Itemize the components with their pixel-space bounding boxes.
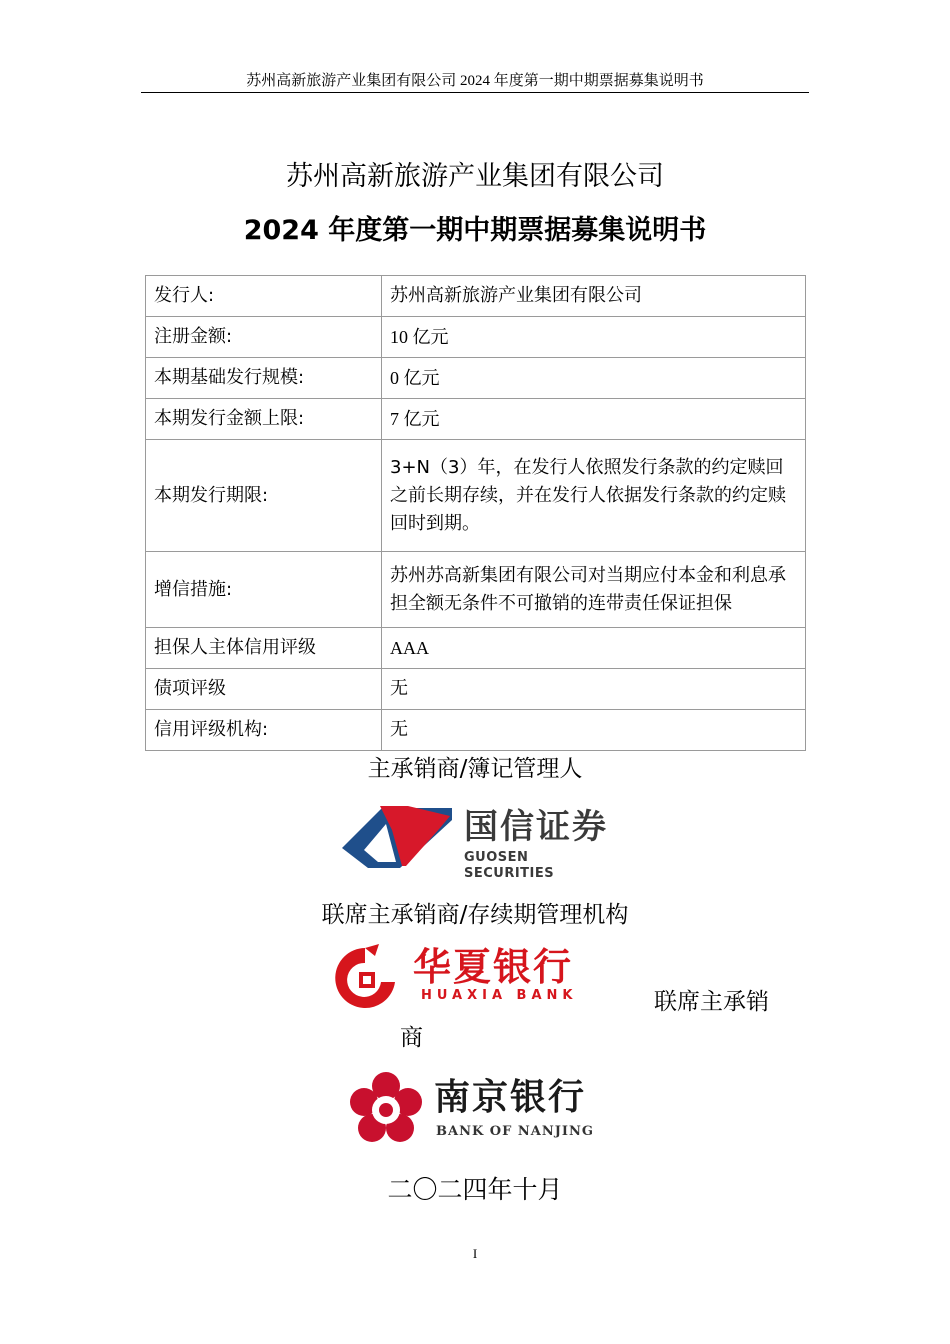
huaxia-logo-en: HUAXIA BANK (421, 988, 578, 1003)
joint-underwriter-role: 联席主承销 (654, 989, 769, 1015)
huaxia-bank-logo (325, 942, 620, 1012)
nanjing-logo-en: BANK OF NANJING (436, 1124, 594, 1139)
guosen-logo-cn: 国信证券 (464, 807, 608, 847)
row-label: 本期发行金额上限: (146, 399, 382, 440)
row-value: 无 (382, 669, 806, 710)
row-label: 发行人: (146, 276, 382, 317)
guosen-logo-en: GUOSEN SECURITIES (464, 850, 555, 881)
huaxia-emblem-icon (325, 942, 405, 1012)
row-label: 注册金额: (146, 317, 382, 358)
guosen-securities-logo (340, 802, 620, 881)
row-value: 7 亿元 (382, 399, 806, 440)
bank-of-nanjing-logo (348, 1070, 606, 1146)
table-row (146, 276, 806, 317)
table-row (146, 440, 806, 552)
row-label: 信用评级机构: (146, 710, 382, 751)
table-row (146, 552, 806, 628)
table-row (146, 628, 806, 669)
doc-title-instrument: 2024 年度第一期中期票据募集说明书 (243, 215, 707, 246)
joint-lead-underwriter-role: 联席主承销商/存续期管理机构 (321, 902, 629, 928)
row-value: AAA (382, 628, 806, 669)
row-value: 苏州高新旅游产业集团有限公司 (382, 276, 806, 317)
nanjing-plum-blossom-icon (348, 1070, 424, 1146)
running-header: 苏州高新旅游产业集团有限公司 2024 年度第一期中期票据募集说明书 (246, 73, 704, 89)
row-value: 10 亿元 (382, 317, 806, 358)
row-label: 债项评级 (146, 669, 382, 710)
row-value: 苏州苏高新集团有限公司对当期应付本金和利息承担全额无条件不可撤销的连带责任保证担保 (382, 552, 806, 628)
table-row (146, 669, 806, 710)
huaxia-logo-cn: 华夏银行 (413, 945, 574, 989)
row-value: 无 (382, 710, 806, 751)
nanjing-logo-cn: 南京银行 (434, 1076, 587, 1118)
row-value: 3+N（3）年，在发行人依照发行条款的约定赎回之前长期存续，并在发行人依据发行条款的约定赎回时到期。 (382, 440, 806, 552)
issuance-info-table (145, 275, 806, 751)
row-label: 增信措施: (146, 552, 382, 628)
table-row (146, 358, 806, 399)
issue-date: 二〇二四年十月 (387, 1175, 563, 1204)
doc-title-issuer: 苏州高新旅游产业集团有限公司 (286, 161, 664, 192)
header-rule (141, 92, 809, 93)
table-row (146, 710, 806, 751)
joint-underwriter-role-continued: 商 (400, 1025, 423, 1051)
row-value: 0 亿元 (382, 358, 806, 399)
table-row (146, 399, 806, 440)
row-label: 本期发行期限: (146, 440, 382, 552)
page-number: I (472, 1246, 478, 1261)
row-label: 担保人主体信用评级 (146, 628, 382, 669)
lead-underwriter-role: 主承销商/簿记管理人 (367, 756, 583, 782)
row-label: 本期基础发行规模: (146, 358, 382, 399)
table-row (146, 317, 806, 358)
guosen-emblem-icon (340, 802, 460, 874)
